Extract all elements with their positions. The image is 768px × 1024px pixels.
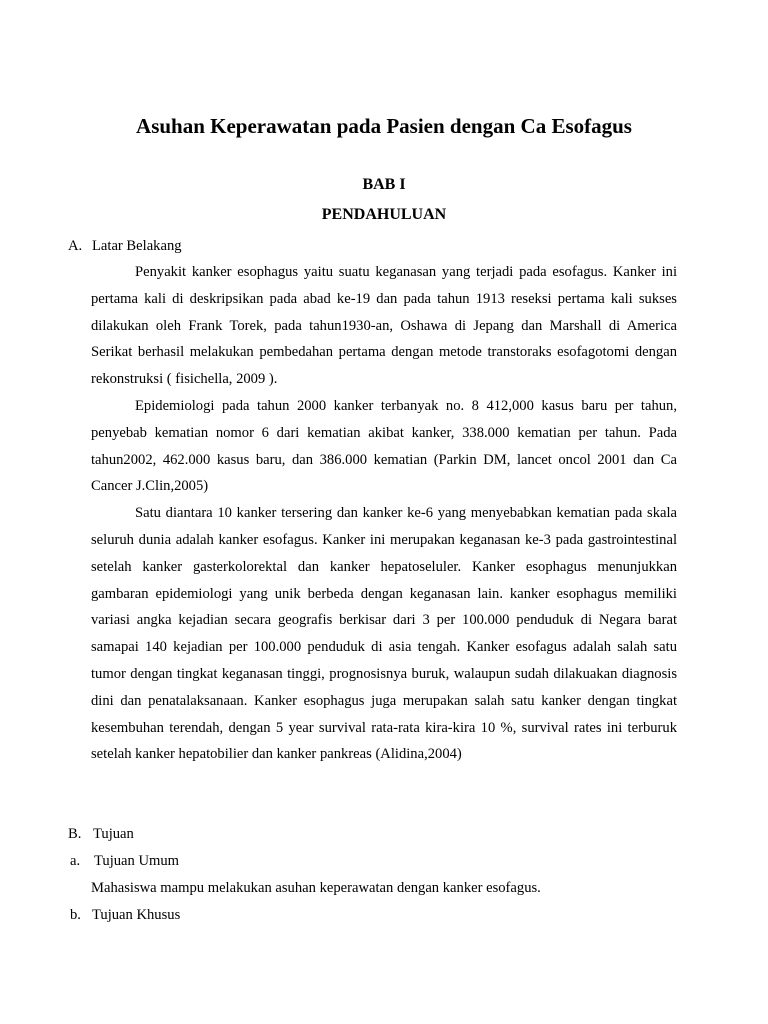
section-label: Tujuan xyxy=(93,826,134,842)
subsection-heading-tujuan-umum xyxy=(70,851,179,871)
paragraph: Penyakit kanker esophagus yaitu suatu keganasan yang terjadi pada esofagus. Kanker ini pertama kali di deskripsikan pada abad ke-19 dan pada tahun 1913 reseksi pertama kali sukses dilakukan oleh Frank Torek, pada tahun1930-an, Oshawa di Jepang dan Marshall di America Serikat berhasil melakukan pembedahan pertama dengan metode transtoraks esofagotomi dengan rekonstruksi ( fisichella, 2009 ). xyxy=(91,264,677,388)
background-paragraphs xyxy=(91,259,677,768)
document-title: Asuhan Keperawatan pada Pasien dengan Ca Esofagus xyxy=(136,114,632,138)
section-marker: B. xyxy=(68,826,82,842)
paragraph: Satu diantara 10 kanker tersering dan kanker ke-6 yang menyebabkan kematian pada skala seluruh dunia adalah kanker esofagus. Kanker ini merupakan keganasan ke-3 pada gastrointestinal setelah kanker gasterkolorektal dan kanker hepatoseluler. Kanker esophagus menunjukkan gambaran epidemiologi yang unik berbeda dengan keganasan lain. kanker esophagus memiliki variasi angka kejadian secara geografis berkisar dari 3 per 100.000 penduduk di Negara barat samapai 140 kejadian per 100.000 penduduk di asia tengah. Kanker esofagus adalah salah satu tumor dengan tingkat keganasan tinggi, prognosisnya buruk, walaupun sudah dilakuakan diagnosis dini dan penatalaksanaan. Kanker esophagus juga merupakan salah satu kanker dengan tingkat kesembuhan terendah, dengan 5 year survival rata-rata kira-kira 10 %, survival rates ini terburuk setelah kanker hepatobilier dan kanker pankreas (Alidina,2004) xyxy=(91,505,677,763)
section-label: Latar Belakang xyxy=(92,238,182,254)
section-heading-latar-belakang xyxy=(68,236,182,256)
subsection-marker: b. xyxy=(70,907,81,923)
subsection-label: Tujuan Khusus xyxy=(92,907,181,923)
tujuan-umum-text: Mahasiswa mampu melakukan asuhan keperawatan dengan kanker esofagus. xyxy=(91,880,541,896)
chapter-title: PENDAHULUAN xyxy=(321,206,447,223)
subsection-marker: a. xyxy=(70,853,81,869)
section-marker: A. xyxy=(68,238,83,254)
chapter-number: BAB I xyxy=(362,176,406,193)
subsection-label: Tujuan Umum xyxy=(94,853,180,869)
paragraph: Epidemiologi pada tahun 2000 kanker terbanyak no. 8 412,000 kasus baru per tahun, penyebab kematian nomor 6 dari kematian akibat kanker, 338.000 kematian per tahun. Pada tahun2002, 462.000 kasus baru, dan 386.000 kematian (Parkin DM, lancet oncol 2001 dan Ca Cancer J.Clin,2005) xyxy=(91,397,677,495)
subsection-heading-tujuan-khusus xyxy=(70,905,180,925)
section-heading-tujuan xyxy=(68,824,134,844)
